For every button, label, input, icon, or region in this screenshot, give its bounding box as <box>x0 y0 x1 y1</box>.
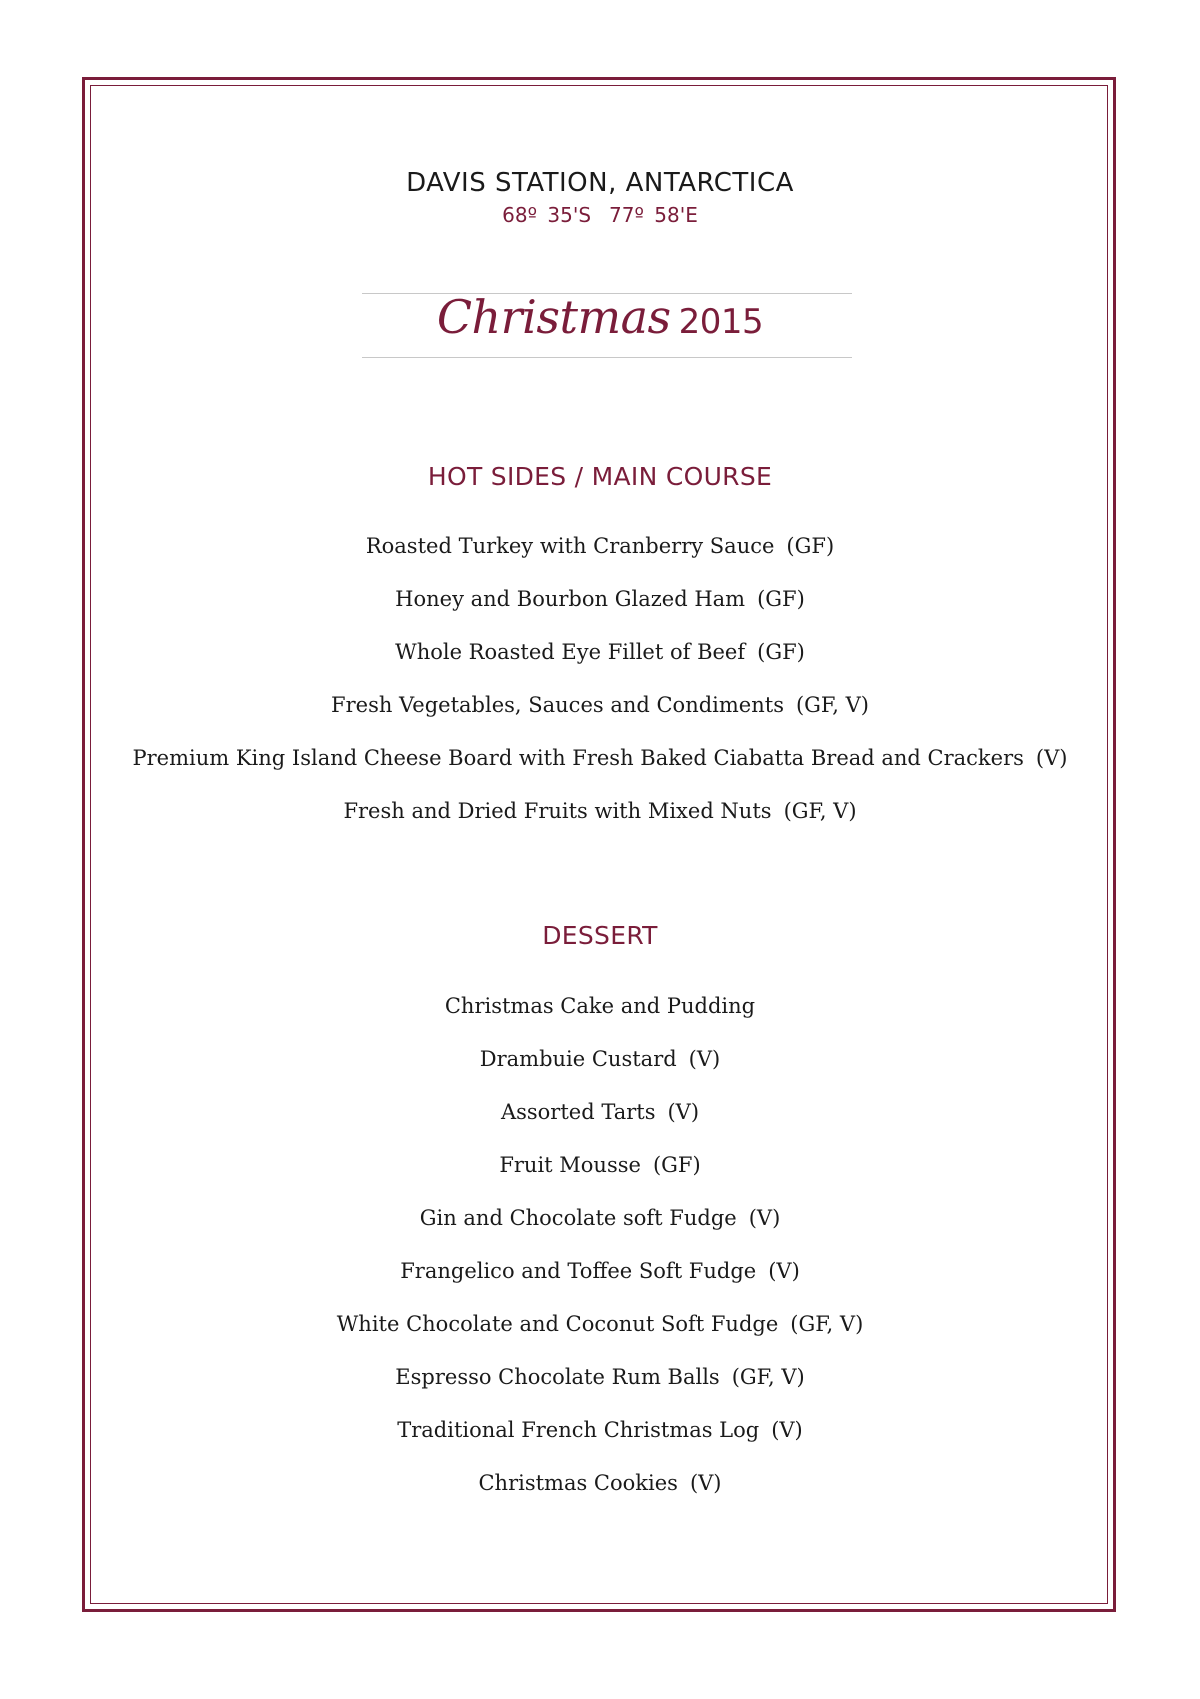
item-name: Honey and Bourbon Glazed Ham <box>395 587 746 611</box>
dietary-tag: (GF, V) <box>731 1365 805 1389</box>
dietary-tag: (V) <box>688 1047 721 1071</box>
coordinates <box>0 203 1200 227</box>
menu-item <box>0 1086 1200 1139</box>
item-name: White Chocolate and Coconut Soft Fudge <box>336 1312 779 1336</box>
dietary-tag: (V) <box>689 1471 722 1495</box>
item-name: Drambuie Custard <box>479 1047 677 1071</box>
menu-item <box>0 626 1200 679</box>
station-name: DAVIS STATION, ANTARCTICA <box>406 168 794 198</box>
dietary-tag: (V) <box>748 1206 781 1230</box>
item-name: Fresh Vegetables, Sauces and Condiments <box>331 693 784 717</box>
dietary-tag: (V) <box>768 1259 800 1283</box>
menu-item <box>0 732 1200 785</box>
main-course-heading: HOT SIDES / MAIN COURSE <box>427 462 773 491</box>
item-name: Fresh and Dried Fruits with Mixed Nuts <box>343 799 772 823</box>
longitude: 77º 58'E <box>609 203 698 227</box>
item-name: Gin and Chocolate soft Fudge <box>419 1206 737 1230</box>
menu-item <box>0 1139 1200 1192</box>
menu-item <box>0 1298 1200 1351</box>
menu-item <box>0 1192 1200 1245</box>
item-name: Assorted Tarts <box>500 1100 656 1124</box>
item-name: Premium King Island Cheese Board with Fresh Baked Ciabatta Bread and Crackers <box>132 746 1024 770</box>
item-name: Whole Roasted Eye Fillet of Beef <box>395 640 746 664</box>
dietary-tag: (GF, V) <box>790 1312 864 1336</box>
title-script: Christmas <box>436 290 671 344</box>
item-name: Fruit Mousse <box>499 1153 641 1177</box>
item-name: Christmas Cookies <box>478 1471 678 1495</box>
menu-item <box>0 1404 1200 1457</box>
menu-item <box>0 520 1200 573</box>
item-name: Espresso Chocolate Rum Balls <box>395 1365 720 1389</box>
menu-item <box>0 1351 1200 1404</box>
menu-item <box>0 679 1200 732</box>
menu-item <box>0 1245 1200 1298</box>
menu-item <box>0 785 1200 838</box>
item-name: Traditional French Christmas Log <box>397 1418 760 1442</box>
dietary-tag: (V) <box>667 1100 700 1124</box>
dietary-tag: (V) <box>1035 746 1068 770</box>
dietary-tag: (GF) <box>757 640 805 664</box>
dietary-tag: (GF) <box>652 1153 701 1177</box>
dietary-tag: (GF, V) <box>795 693 869 717</box>
title-year: 2015 <box>678 302 764 342</box>
title-rule-bottom <box>362 357 852 358</box>
menu-title <box>0 290 1200 344</box>
main-course-list <box>0 520 1200 838</box>
dietary-tag: (GF) <box>786 534 835 558</box>
menu-item <box>0 1457 1200 1510</box>
item-name: Christmas Cake and Pudding <box>444 994 756 1018</box>
menu-item <box>0 573 1200 626</box>
latitude: 68º 35'S <box>502 203 592 227</box>
dessert-heading: DESSERT <box>542 921 658 950</box>
dietary-tag: (GF) <box>757 587 805 611</box>
item-name: Frangelico and Toffee Soft Fudge <box>400 1259 757 1283</box>
menu-item <box>0 980 1200 1033</box>
item-name: Roasted Turkey with Cranberry Sauce <box>365 534 775 558</box>
dietary-tag: (GF, V) <box>783 799 857 823</box>
menu-item <box>0 1033 1200 1086</box>
dietary-tag: (V) <box>771 1418 803 1442</box>
dessert-list <box>0 980 1200 1510</box>
